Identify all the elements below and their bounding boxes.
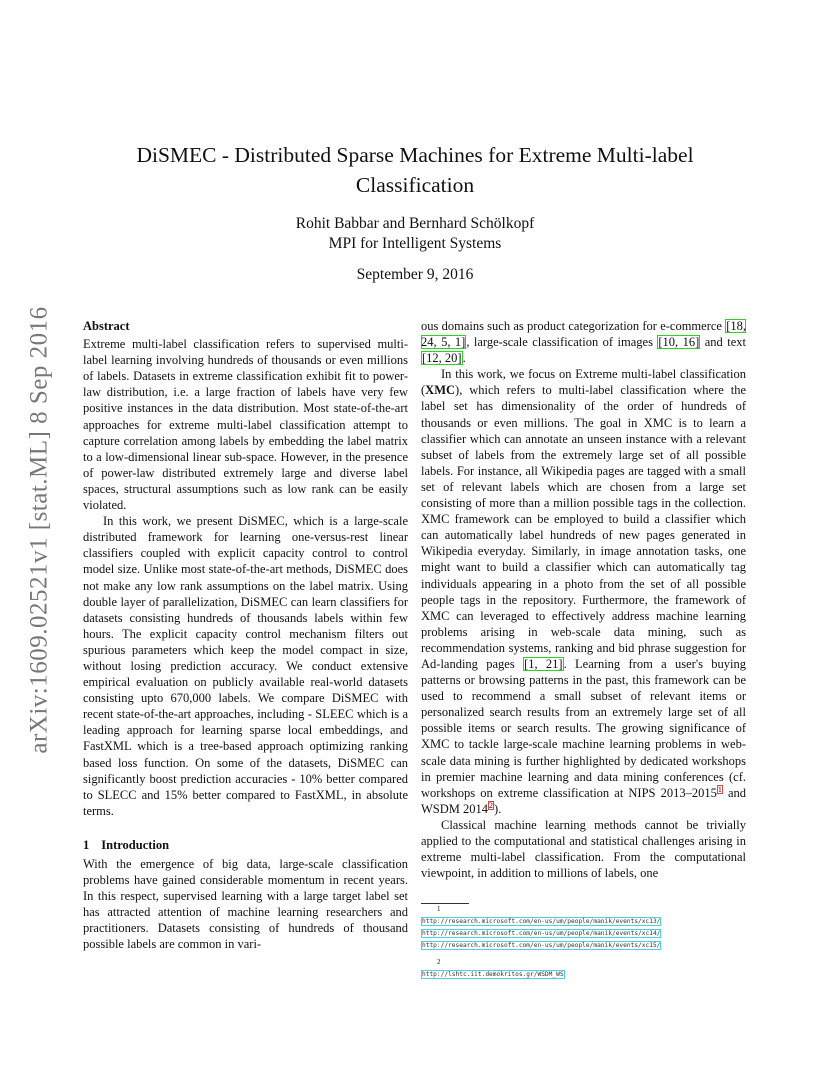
- footnote-marker-1[interactable]: 1: [717, 784, 722, 794]
- arxiv-identifier-text: arXiv:1609.02521v1 [stat.ML] 8 Sep 2016: [26, 306, 54, 754]
- paper-authors: Rohit Babbar and Bernhard Schölkopf: [295, 215, 535, 232]
- abstract-paragraph-1: Extreme multi-label classification refers to supervised multi-label learning involving hundreds of thousands or even millions of labels. Datasets in extreme classification exhibit fit to power-law distribution, i.e. a large fraction of labels have very few positive instances in the data distribution. Most state-of-the-art approaches for extreme multi-label classification attempt to capture correlation among labels by embedding the label matrix to a low-dimensional linear sub-space. However, in the presence of power-law distributed extremely large and diverse label spaces, structural assumptions such as low rank can be easily violated.: [83, 337, 408, 513]
- text-run: , large-scale classification of images: [466, 335, 653, 350]
- citation-link[interactable]: [10, 16]: [658, 335, 700, 350]
- introduction-paragraph-1: With the emergence of big data, large-scale classification problems have gained considerable momentum in recent years. In this respect, supervised learning with a large target label set has attracted attention of machine learning researchers and practitioners. Datasets consisting of hundreds of thousand possible labels are common in vari-: [83, 857, 408, 952]
- footnote-number-1: 1: [437, 905, 441, 913]
- footnote-url-link[interactable]: http://research.microsoft.com/en-us/um/people/manik/events/xc14/: [422, 930, 661, 937]
- text-run: . Learning from a user's buying patterns or browsing patterns in the past, this framework can be used to recommend a small subset of relevant items or personalized search results from an extremely large set of all possible items or search results. The growing significance of XMC to tackle large-scale machine learning problems in web-scale data mining is further highlighted by dedicated workshops in premier machine learning and data mining conferences (cf. workshops on extreme classification at NIPS 2013–2015: [421, 656, 746, 800]
- left-column: [83, 318, 408, 953]
- right-column: [421, 318, 746, 881]
- text-run: and text: [700, 335, 746, 350]
- introduction-paragraph-3: Classical machine learning methods cannot be trivially applied to the computational and statistical challenges arising in extreme multi-label classification. From the computational viewpoint, in addition to millions of labels, one: [421, 817, 746, 881]
- arxiv-identifier-stamp: [20, 290, 60, 770]
- citation-link[interactable]: [12, 20]: [422, 351, 462, 366]
- paper-affiliation: MPI for Intelligent Systems: [328, 235, 502, 252]
- footnote-marker-2[interactable]: 2: [489, 800, 494, 810]
- citation-link[interactable]: [18, 24, 5, 1]: [421, 319, 746, 350]
- footnotes: [421, 903, 746, 979]
- text-run: .: [462, 351, 466, 366]
- footnote-url-link[interactable]: http://research.microsoft.com/en-us/um/people/manik/events/xc15/: [422, 942, 661, 949]
- introduction-paragraph-2: [421, 366, 746, 817]
- footnote-url-link[interactable]: http://lshtc.iit.demokritos.gr/WSDM_WS: [422, 971, 564, 978]
- section-title: Introduction: [101, 837, 170, 852]
- footnote-number-2: 2: [437, 958, 441, 966]
- citation-link[interactable]: [1, 21]: [524, 656, 563, 671]
- paper-date: September 9, 2016: [356, 266, 474, 283]
- abstract-paragraph-2: In this work, we present DiSMEC, which is a large-scale distributed framework for learning one-versus-rest linear classifiers coupled with explicit capacity control to control model size. Unlike most state-of-the-art methods, DiSMEC does not make any low rank assumptions on the label matrix. Using double layer of parallelization, DiSMEC can learn classifiers for datasets consisting hundreds of thousands labels within few hours. The explicit capacity control mechanism filters out spurious parameters which keep the model compact in size, without losing prediction accuracy. We conduct extensive empirical evaluation on publicly available real-world datasets consisting upto 670,000 labels. We compare DiSMEC with recent state-of-the-art approaches, including - SLEEC which is a leading approach for learning sparse local embeddings, and FastXML which is a tree-based approach optimizing ranking based loss function. On some of the datasets, DiSMEC can significantly boost prediction accuracies - 10% better compared to SLECC and 15% better compared to FastXML, in absolute terms.: [83, 514, 408, 818]
- text-run: ), which refers to multi-label classification where the label set has dimensionality of the order of hundreds of thousands or even millions. The goal in XMC is to learn a classifier which can annotate an unseen instance with a relevant subset of labels from the extremely large set of all possible labels. For instance, all Wikipedia pages are tagged with a small set of relevant labels which are chosen from a large set consisting of more than a million possible tags in the collection. XMC framework can be employed to build a classifier which can automatically label hundreds of new pages generated in Wikipedia everyday. Similarly, in image annotation tasks, one might want to build a classifier which can automatically tag individuals appearing in a photo from the set of all possible people tags in the repository. Furthermore, the framework of XMC can leveraged to effectively address machine learning problems arising in web-scale data mining, such as recommendation systems, ranking and bid phrase suggestion for Ad-landing pages: [421, 383, 746, 671]
- section-heading-introduction: [83, 837, 408, 853]
- text-run: and WSDM 2014: [421, 785, 746, 816]
- section-number: 1: [83, 837, 90, 852]
- footnote-url-link[interactable]: http://research.microsoft.com/en-us/um/people/manik/events/xc13/: [422, 918, 661, 925]
- text-run: ).: [494, 801, 502, 816]
- text-run: ous domains such as product categorization for e-commerce: [421, 319, 722, 333]
- text-run: In this work, we focus on Extreme multi-label classification (: [421, 367, 746, 398]
- abstract-heading: Abstract: [83, 319, 130, 333]
- paper-title: DiSMEC - Distributed Sparse Machines for Extreme Multi-label Classification: [136, 143, 694, 197]
- footnote-divider: [421, 903, 469, 904]
- introduction-paragraph-1-continued: [421, 318, 746, 366]
- xmc-term: XMC: [425, 383, 456, 398]
